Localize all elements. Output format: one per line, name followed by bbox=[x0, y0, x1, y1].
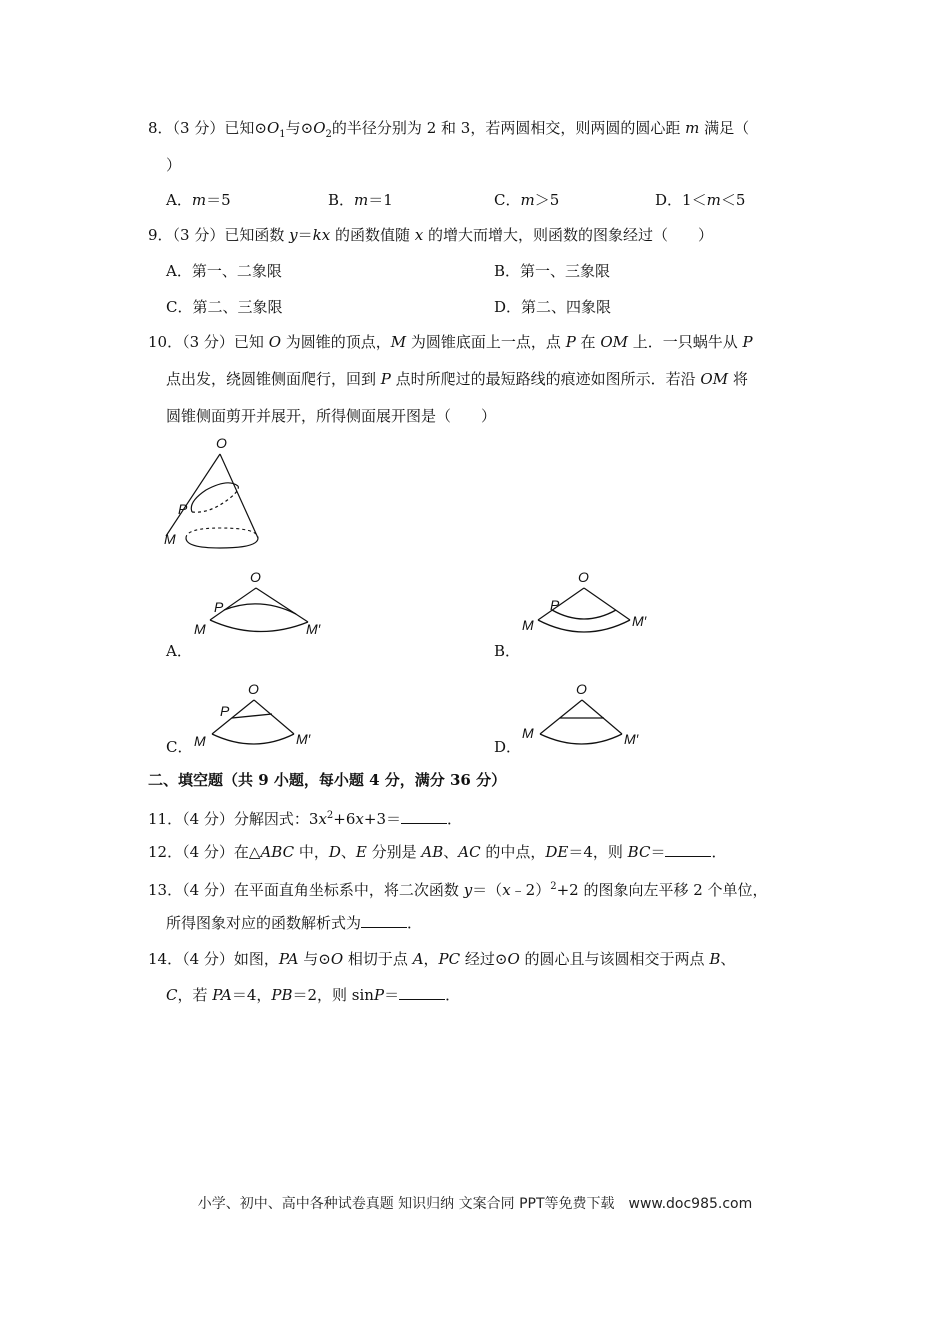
text: ＝ bbox=[297, 226, 313, 244]
var: BC bbox=[627, 843, 651, 861]
text: 的中点， bbox=[480, 843, 546, 861]
var: m bbox=[191, 191, 207, 209]
text: ＝ bbox=[384, 986, 400, 1004]
label-O: O bbox=[250, 569, 261, 585]
value: ＝1 bbox=[368, 191, 393, 209]
text: 、 bbox=[720, 950, 736, 968]
subscript: 1 bbox=[279, 129, 286, 140]
answer-blank[interactable] bbox=[361, 913, 407, 928]
question-10-line1 bbox=[148, 332, 753, 352]
question-9 bbox=[148, 225, 713, 245]
q8-option-b bbox=[328, 190, 393, 210]
var: PA bbox=[278, 950, 299, 968]
text: +3＝ bbox=[363, 810, 402, 828]
label-M: M bbox=[522, 725, 534, 741]
answer-blank[interactable] bbox=[665, 842, 711, 857]
label: D． bbox=[655, 191, 683, 209]
label-M-prime: M′ bbox=[306, 621, 321, 637]
var: AC bbox=[458, 843, 481, 861]
question-14-line1 bbox=[148, 949, 735, 969]
text: ＝2，则 sin bbox=[292, 986, 374, 1004]
var: O bbox=[507, 950, 520, 968]
var: P bbox=[742, 333, 753, 351]
text: 的圆心且与该圆相交于两点 bbox=[519, 950, 710, 968]
superscript: 2 bbox=[326, 810, 334, 821]
var: C bbox=[166, 986, 178, 1004]
q9-option-a: A．第一、二象限 bbox=[166, 262, 282, 280]
label-O: O bbox=[216, 435, 227, 451]
text: ＝4， bbox=[231, 986, 272, 1004]
text: 满足（ bbox=[699, 119, 750, 137]
value: ＞5 bbox=[534, 191, 560, 209]
var: m bbox=[354, 191, 369, 209]
q10-option-a: A． bbox=[166, 642, 192, 660]
question-13-line1 bbox=[148, 877, 768, 900]
text: ﹣2） bbox=[510, 881, 551, 899]
var: y bbox=[289, 226, 298, 244]
text: ， bbox=[423, 950, 439, 968]
text: ． bbox=[407, 914, 423, 932]
label-M-prime: M′ bbox=[632, 613, 647, 629]
var: O bbox=[266, 119, 280, 137]
text: 为圆锥底面上一点，点 bbox=[406, 333, 566, 351]
var: A bbox=[412, 950, 424, 968]
text: +2 的图象向左平移 2 个单位， bbox=[556, 881, 768, 899]
var: y bbox=[463, 881, 473, 899]
text: 的函数值随 bbox=[330, 226, 415, 244]
label-M-prime: M′ bbox=[624, 731, 639, 747]
var: O bbox=[313, 119, 326, 137]
var: OM bbox=[700, 370, 729, 388]
text: 、 bbox=[340, 843, 356, 861]
circle-symbol: ⊙ bbox=[254, 119, 267, 137]
text: 点出发，绕圆锥侧面爬行，回到 bbox=[166, 370, 381, 388]
text: 将 bbox=[728, 370, 748, 388]
q10-figure-d bbox=[518, 678, 658, 754]
text: 的半径分别为 2 和 3，若两圆相交，则两圆的圆心距 bbox=[331, 119, 686, 137]
value: ＜5 bbox=[720, 191, 746, 209]
q8-close-paren: ） bbox=[166, 156, 182, 174]
answer-blank[interactable] bbox=[399, 985, 445, 1000]
var: DE bbox=[545, 843, 569, 861]
var: P bbox=[373, 986, 385, 1004]
var: kx bbox=[312, 226, 331, 244]
section-2-heading: 二、填空题（共 9 小题，每小题 4 分，满分 36 分） bbox=[148, 771, 507, 789]
q9-option-b: B．第一、三象限 bbox=[494, 262, 611, 280]
label-M: M bbox=[194, 733, 206, 749]
var: M bbox=[390, 333, 407, 351]
q-score: （4 分） bbox=[182, 843, 234, 861]
label-M-prime: M′ bbox=[296, 731, 311, 747]
q10-option-c: C． bbox=[166, 738, 193, 756]
label-M: M bbox=[194, 621, 206, 637]
question-13-line2 bbox=[166, 913, 422, 933]
page-footer[interactable]: 小学、初中、高中各种试卷真题 知识归纳 文案合同 PPT等免费下载 www.doc985.com bbox=[197, 1196, 753, 1212]
text: ＝（ bbox=[472, 881, 503, 899]
var: B bbox=[709, 950, 721, 968]
value: ＝5 bbox=[206, 191, 231, 209]
circle-symbol: ⊙ bbox=[300, 119, 314, 137]
text: ＝ bbox=[650, 843, 666, 861]
q10-figure-c bbox=[190, 678, 330, 754]
var: PB bbox=[271, 986, 293, 1004]
var: P bbox=[565, 333, 576, 351]
text: 与 bbox=[285, 119, 301, 137]
var: m bbox=[520, 191, 535, 209]
var: D bbox=[328, 843, 341, 861]
q9-option-d: D．第二、四象限 bbox=[494, 298, 612, 316]
text: 在△ bbox=[233, 843, 261, 861]
text: 与⊙ bbox=[298, 950, 331, 968]
var: AB bbox=[421, 843, 444, 861]
subscript: 2 bbox=[325, 129, 332, 140]
text: 的增大而增大，则函数的图象经过（ ） bbox=[423, 226, 713, 244]
q-num: 12． bbox=[148, 843, 183, 861]
superscript: 2 bbox=[550, 881, 557, 892]
label-M: M bbox=[164, 531, 176, 547]
text: 已知 bbox=[233, 333, 269, 351]
cone-figure bbox=[160, 432, 270, 554]
text: 在 bbox=[575, 333, 601, 351]
q10-option-b: B． bbox=[494, 642, 521, 660]
label-P: P bbox=[178, 501, 188, 517]
var: x bbox=[414, 226, 424, 244]
text: +6 bbox=[333, 810, 356, 828]
q-num: 9． bbox=[148, 226, 173, 244]
q8-option-d bbox=[655, 190, 745, 210]
var: O bbox=[268, 333, 281, 351]
question-11 bbox=[148, 806, 462, 829]
label: B． bbox=[328, 191, 355, 209]
q-num: 8． bbox=[148, 119, 173, 137]
var: ABC bbox=[260, 843, 295, 861]
label-O: O bbox=[578, 569, 589, 585]
var: E bbox=[355, 843, 367, 861]
label-P: P bbox=[550, 597, 560, 613]
text: ． bbox=[711, 843, 727, 861]
label: A． bbox=[166, 191, 192, 209]
label-O: O bbox=[248, 681, 259, 697]
var: PC bbox=[438, 950, 461, 968]
text: 在平面直角坐标系中，将二次函数 bbox=[233, 881, 464, 899]
question-14-line2 bbox=[166, 985, 460, 1005]
var: x bbox=[502, 881, 511, 899]
q10-figure-a bbox=[190, 566, 330, 642]
q-score: （3 分） bbox=[182, 333, 234, 351]
var: x bbox=[355, 810, 364, 828]
answer-blank[interactable] bbox=[401, 809, 447, 824]
var: x bbox=[318, 810, 327, 828]
text: 、 bbox=[443, 843, 459, 861]
question-10-line2 bbox=[166, 369, 748, 389]
q-score: （4 分） bbox=[182, 881, 234, 899]
text: ． bbox=[445, 986, 461, 1004]
q9-option-c: C．第二、三象限 bbox=[166, 298, 283, 316]
label: C． bbox=[494, 191, 521, 209]
text: 已知 bbox=[224, 119, 255, 137]
var: PA bbox=[212, 986, 232, 1004]
var: P bbox=[380, 370, 391, 388]
text: 点时所爬过的最短路线的痕迹如图所示．若沿 bbox=[390, 370, 701, 388]
text: ． bbox=[447, 810, 463, 828]
text: ，若 bbox=[177, 986, 213, 1004]
q-num: 11． bbox=[148, 810, 183, 828]
question-8 bbox=[148, 118, 749, 145]
q-num: 10． bbox=[148, 333, 183, 351]
var: O bbox=[330, 950, 344, 968]
q-score: （4 分） bbox=[182, 810, 234, 828]
text: 中， bbox=[294, 843, 329, 861]
text: 如图， bbox=[233, 950, 279, 968]
label-P: P bbox=[220, 703, 230, 719]
text: 分解因式：3 bbox=[233, 810, 319, 828]
text: 相切于点 bbox=[343, 950, 413, 968]
q8-option-c bbox=[494, 190, 559, 210]
text: 经过⊙ bbox=[460, 950, 508, 968]
text: 分别是 bbox=[366, 843, 422, 861]
var: m bbox=[685, 119, 700, 137]
label-O: O bbox=[576, 681, 587, 697]
text: ＝4，则 bbox=[568, 843, 628, 861]
q-score: （4 分） bbox=[182, 950, 234, 968]
question-10-line3: 圆锥侧面剪开并展开，所得侧面展开图是（ ） bbox=[166, 407, 497, 425]
q-num: 13． bbox=[148, 881, 183, 899]
text: 为圆锥的顶点， bbox=[281, 333, 391, 351]
label-M: M bbox=[522, 617, 534, 633]
label-P: P bbox=[214, 599, 224, 615]
q8-option-a bbox=[166, 190, 231, 210]
var: OM bbox=[600, 333, 628, 351]
text: 所得图象对应的函数解析式为 bbox=[166, 914, 362, 932]
text: 已知函数 bbox=[224, 226, 290, 244]
q-score: （3 分） bbox=[172, 226, 225, 244]
value: 1＜ bbox=[682, 191, 707, 209]
question-12 bbox=[148, 842, 726, 862]
q10-figure-b bbox=[518, 566, 658, 642]
q-score: （3 分） bbox=[172, 119, 225, 137]
q-num: 14． bbox=[148, 950, 183, 968]
q10-option-d: D． bbox=[494, 738, 522, 756]
text: 上．一只蜗牛从 bbox=[627, 333, 743, 351]
var: m bbox=[706, 191, 721, 209]
